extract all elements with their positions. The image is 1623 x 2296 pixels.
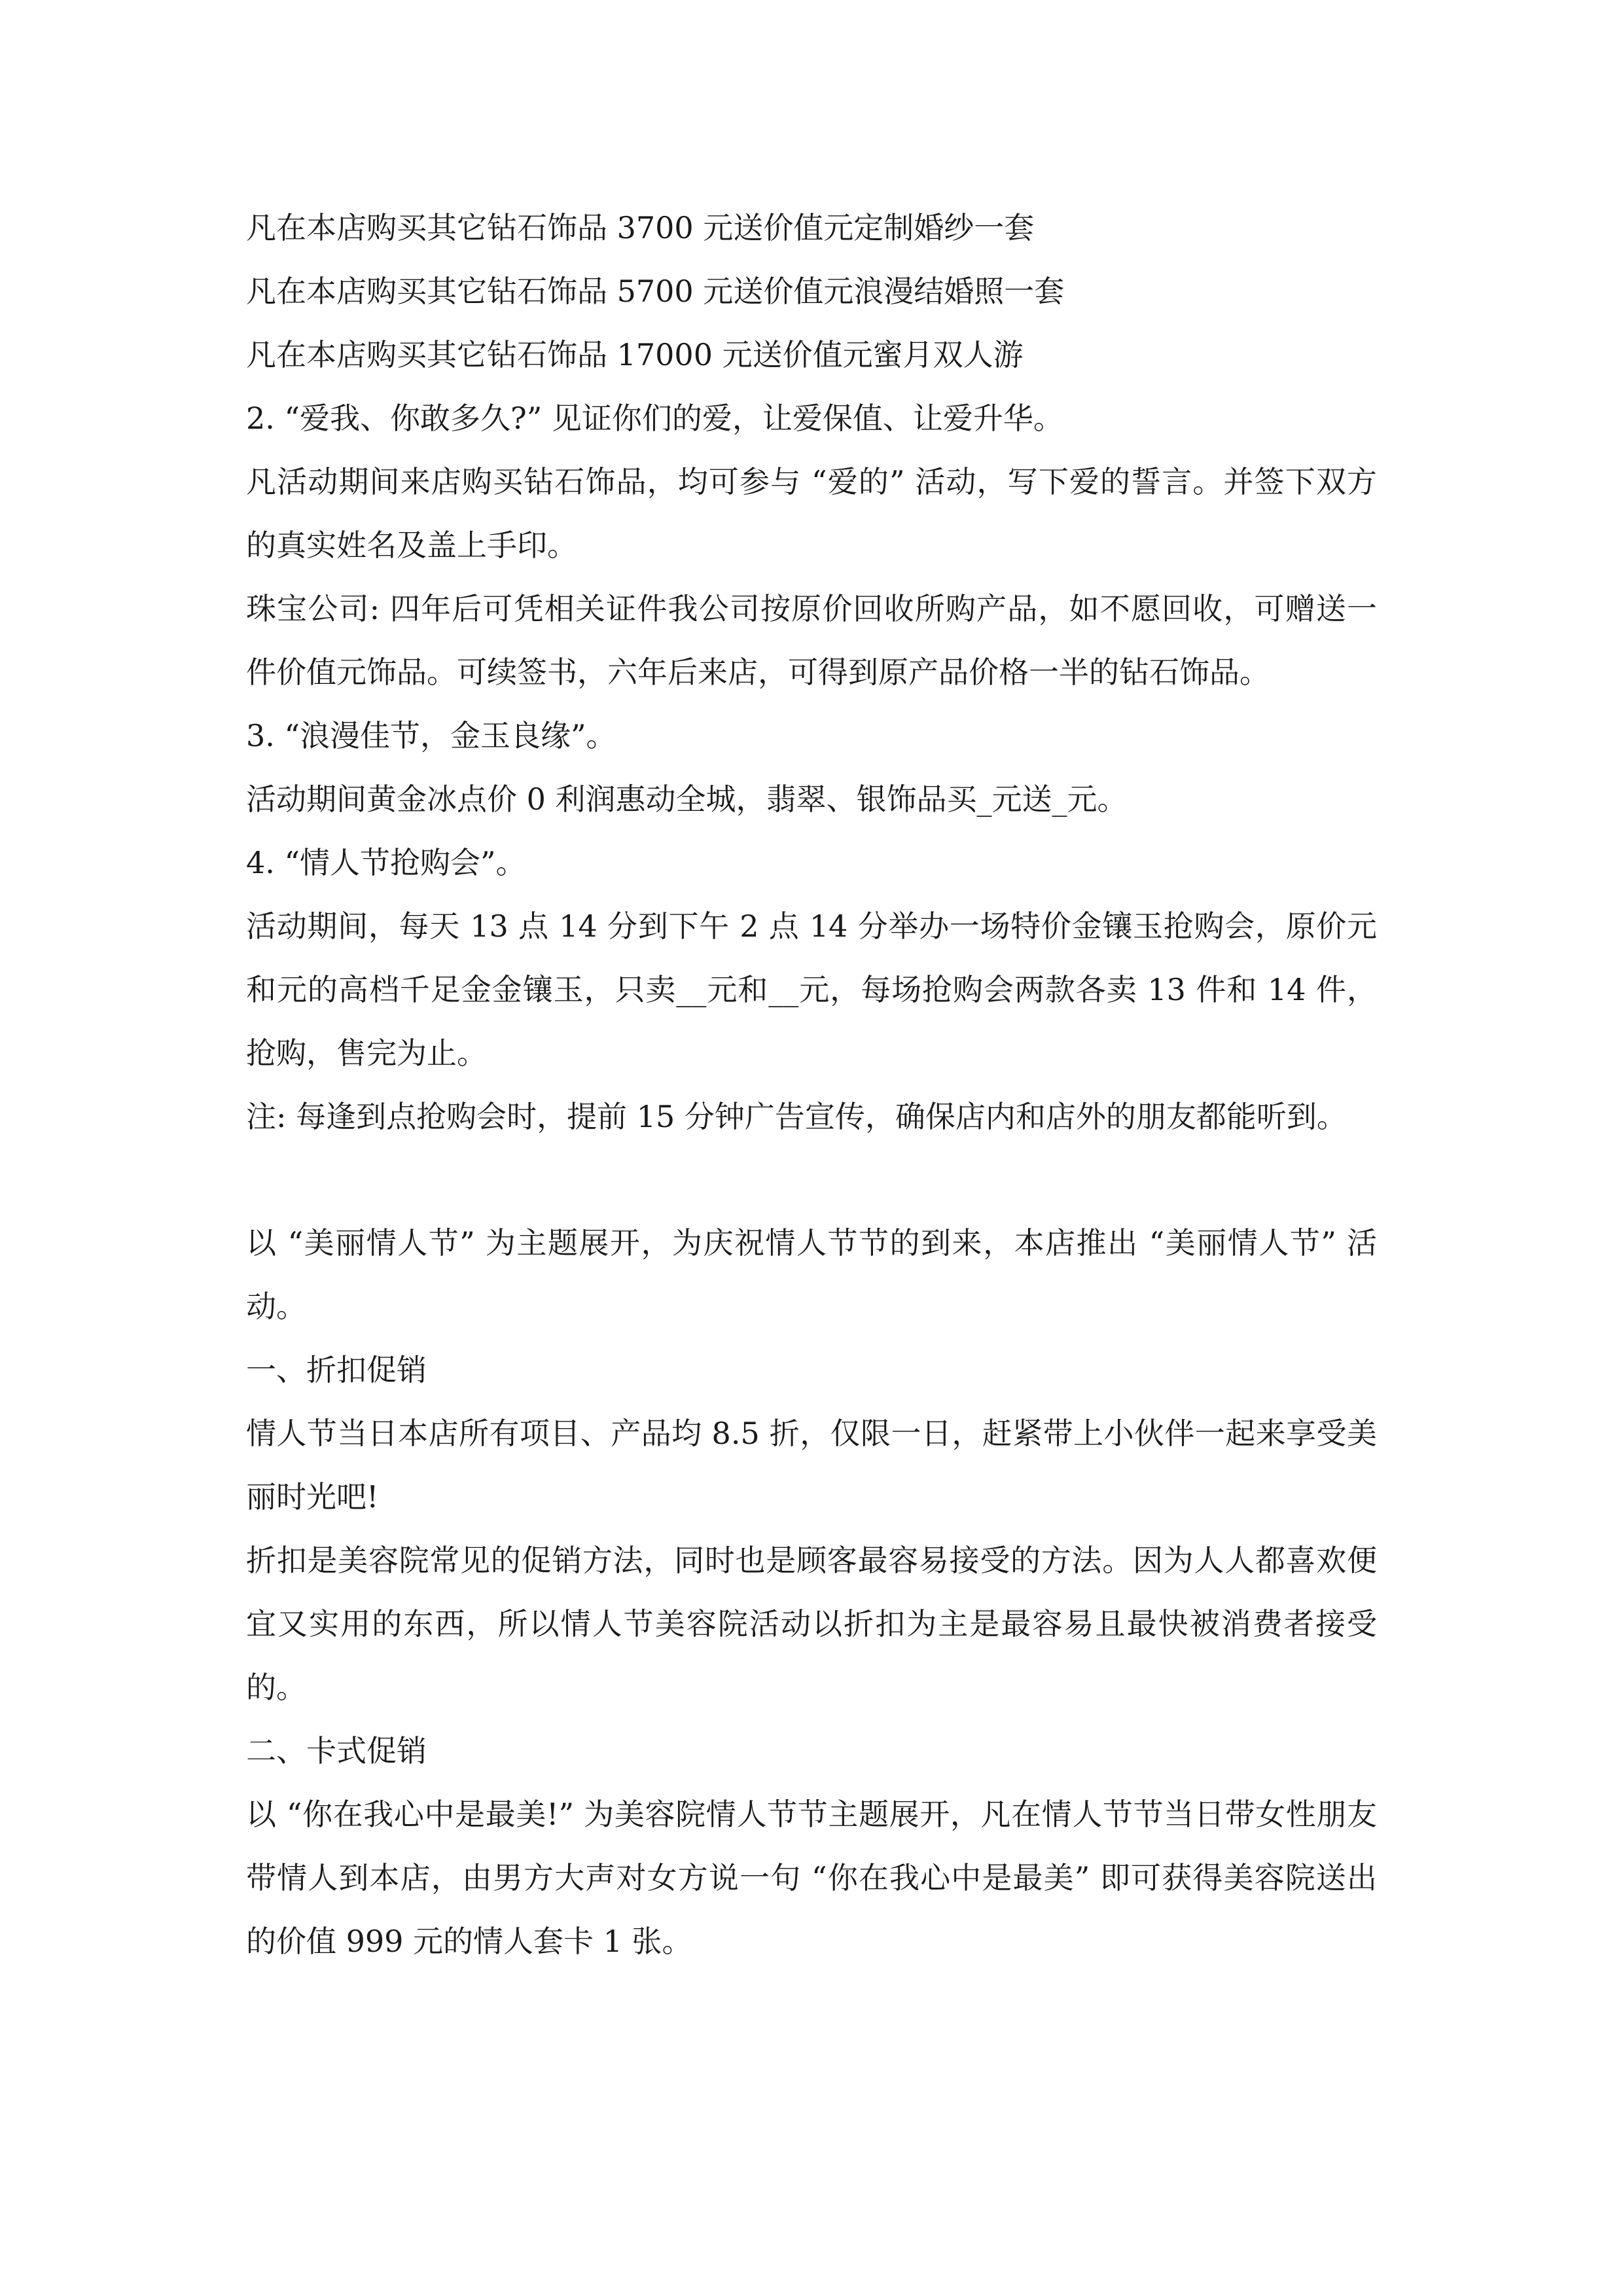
paragraph-gift-5700: 凡在本店购买其它钻石饰品 5700 元送价值元浪漫结婚照一套: [246, 274, 1065, 309]
document-page: [246, 196, 1377, 1973]
heading-love-me: 2. “爱我、你敢多久?” 见证你们的爱，让爱保值、让爱升华。: [246, 401, 1063, 436]
paragraph-jewelry-company: 珠宝公司: 四年后可凭相关证件我公司按原价回收所购产品，如不愿回收，可赠送一件价值元饰品。可续签书，六年后来店，可得到原产品价格一半的钻石饰品。: [246, 591, 1377, 690]
paragraph-rush-sale-details: 活动期间，每天 13 点 14 分到下午 2 点 14 分举办一场特价金镶玉抢购会，原价元和元的高档千足金金镶玉，只卖__元和__元，每场抢购会两款各卖 13 件和 14 件，抢购，售完为止。: [246, 908, 1377, 1071]
paragraph-card-offer: 以 “你在我心中是最美!” 为美容院情人节节主题展开，凡在情人节节当日带女性朋友带情人到本店，由男方大声对女方说一句 “你在我心中是最美” 即可获得美容院送出的价值 999 元的情人套卡 1 张。: [246, 1797, 1377, 1959]
heading-rush-sale: 4. “情人节抢购会”。: [246, 845, 526, 880]
paragraph-discount-explanation: 折扣是美容院常见的促销方法，同时也是顾客最容易接受的方法。因为人人都喜欢便宜又实用的东西，所以情人节美容院活动以折扣为主是最容易且最快被消费者接受的。: [246, 1543, 1377, 1705]
paragraph-discount-offer: 情人节当日本店所有项目、产品均 8.5 折，仅限一日，赶紧带上小伙伴一起来享受美丽时光吧!: [246, 1416, 1377, 1515]
paragraph-gift-17000: 凡在本店购买其它钻石饰品 17000 元送价值元蜜月双人游: [246, 337, 1024, 372]
paragraph-love-vow: 凡活动期间来店购买钻石饰品，均可参与 “爱的” 活动，写下爱的誓言。并签下双方的真实姓名及盖上手印。: [246, 464, 1377, 563]
heading-romantic-festival: 3. “浪漫佳节，金玉良缘”。: [246, 718, 616, 753]
paragraph-gold-price: 活动期间黄金冰点价 0 利润惠动全城，翡翠、银饰品买_元送_元。: [246, 781, 1128, 817]
heading-discount-promo: 一、折扣促销: [246, 1352, 427, 1388]
paragraph-note: 注: 每逢到点抢购会时，提前 15 分钟广告宣传，确保店内和店外的朋友都能听到。: [246, 1099, 1347, 1134]
heading-card-promo: 二、卡式促销: [246, 1733, 427, 1768]
paragraph-gift-3700: 凡在本店购买其它钻石饰品 3700 元送价值元定制婚纱一套: [246, 210, 1035, 245]
paragraph-beauty-theme: 以 “美丽情人节” 为主题展开，为庆祝情人节节的到来，本店推出 “美丽情人节” 活动。: [246, 1225, 1377, 1324]
section-gap: [246, 1149, 1377, 1211]
